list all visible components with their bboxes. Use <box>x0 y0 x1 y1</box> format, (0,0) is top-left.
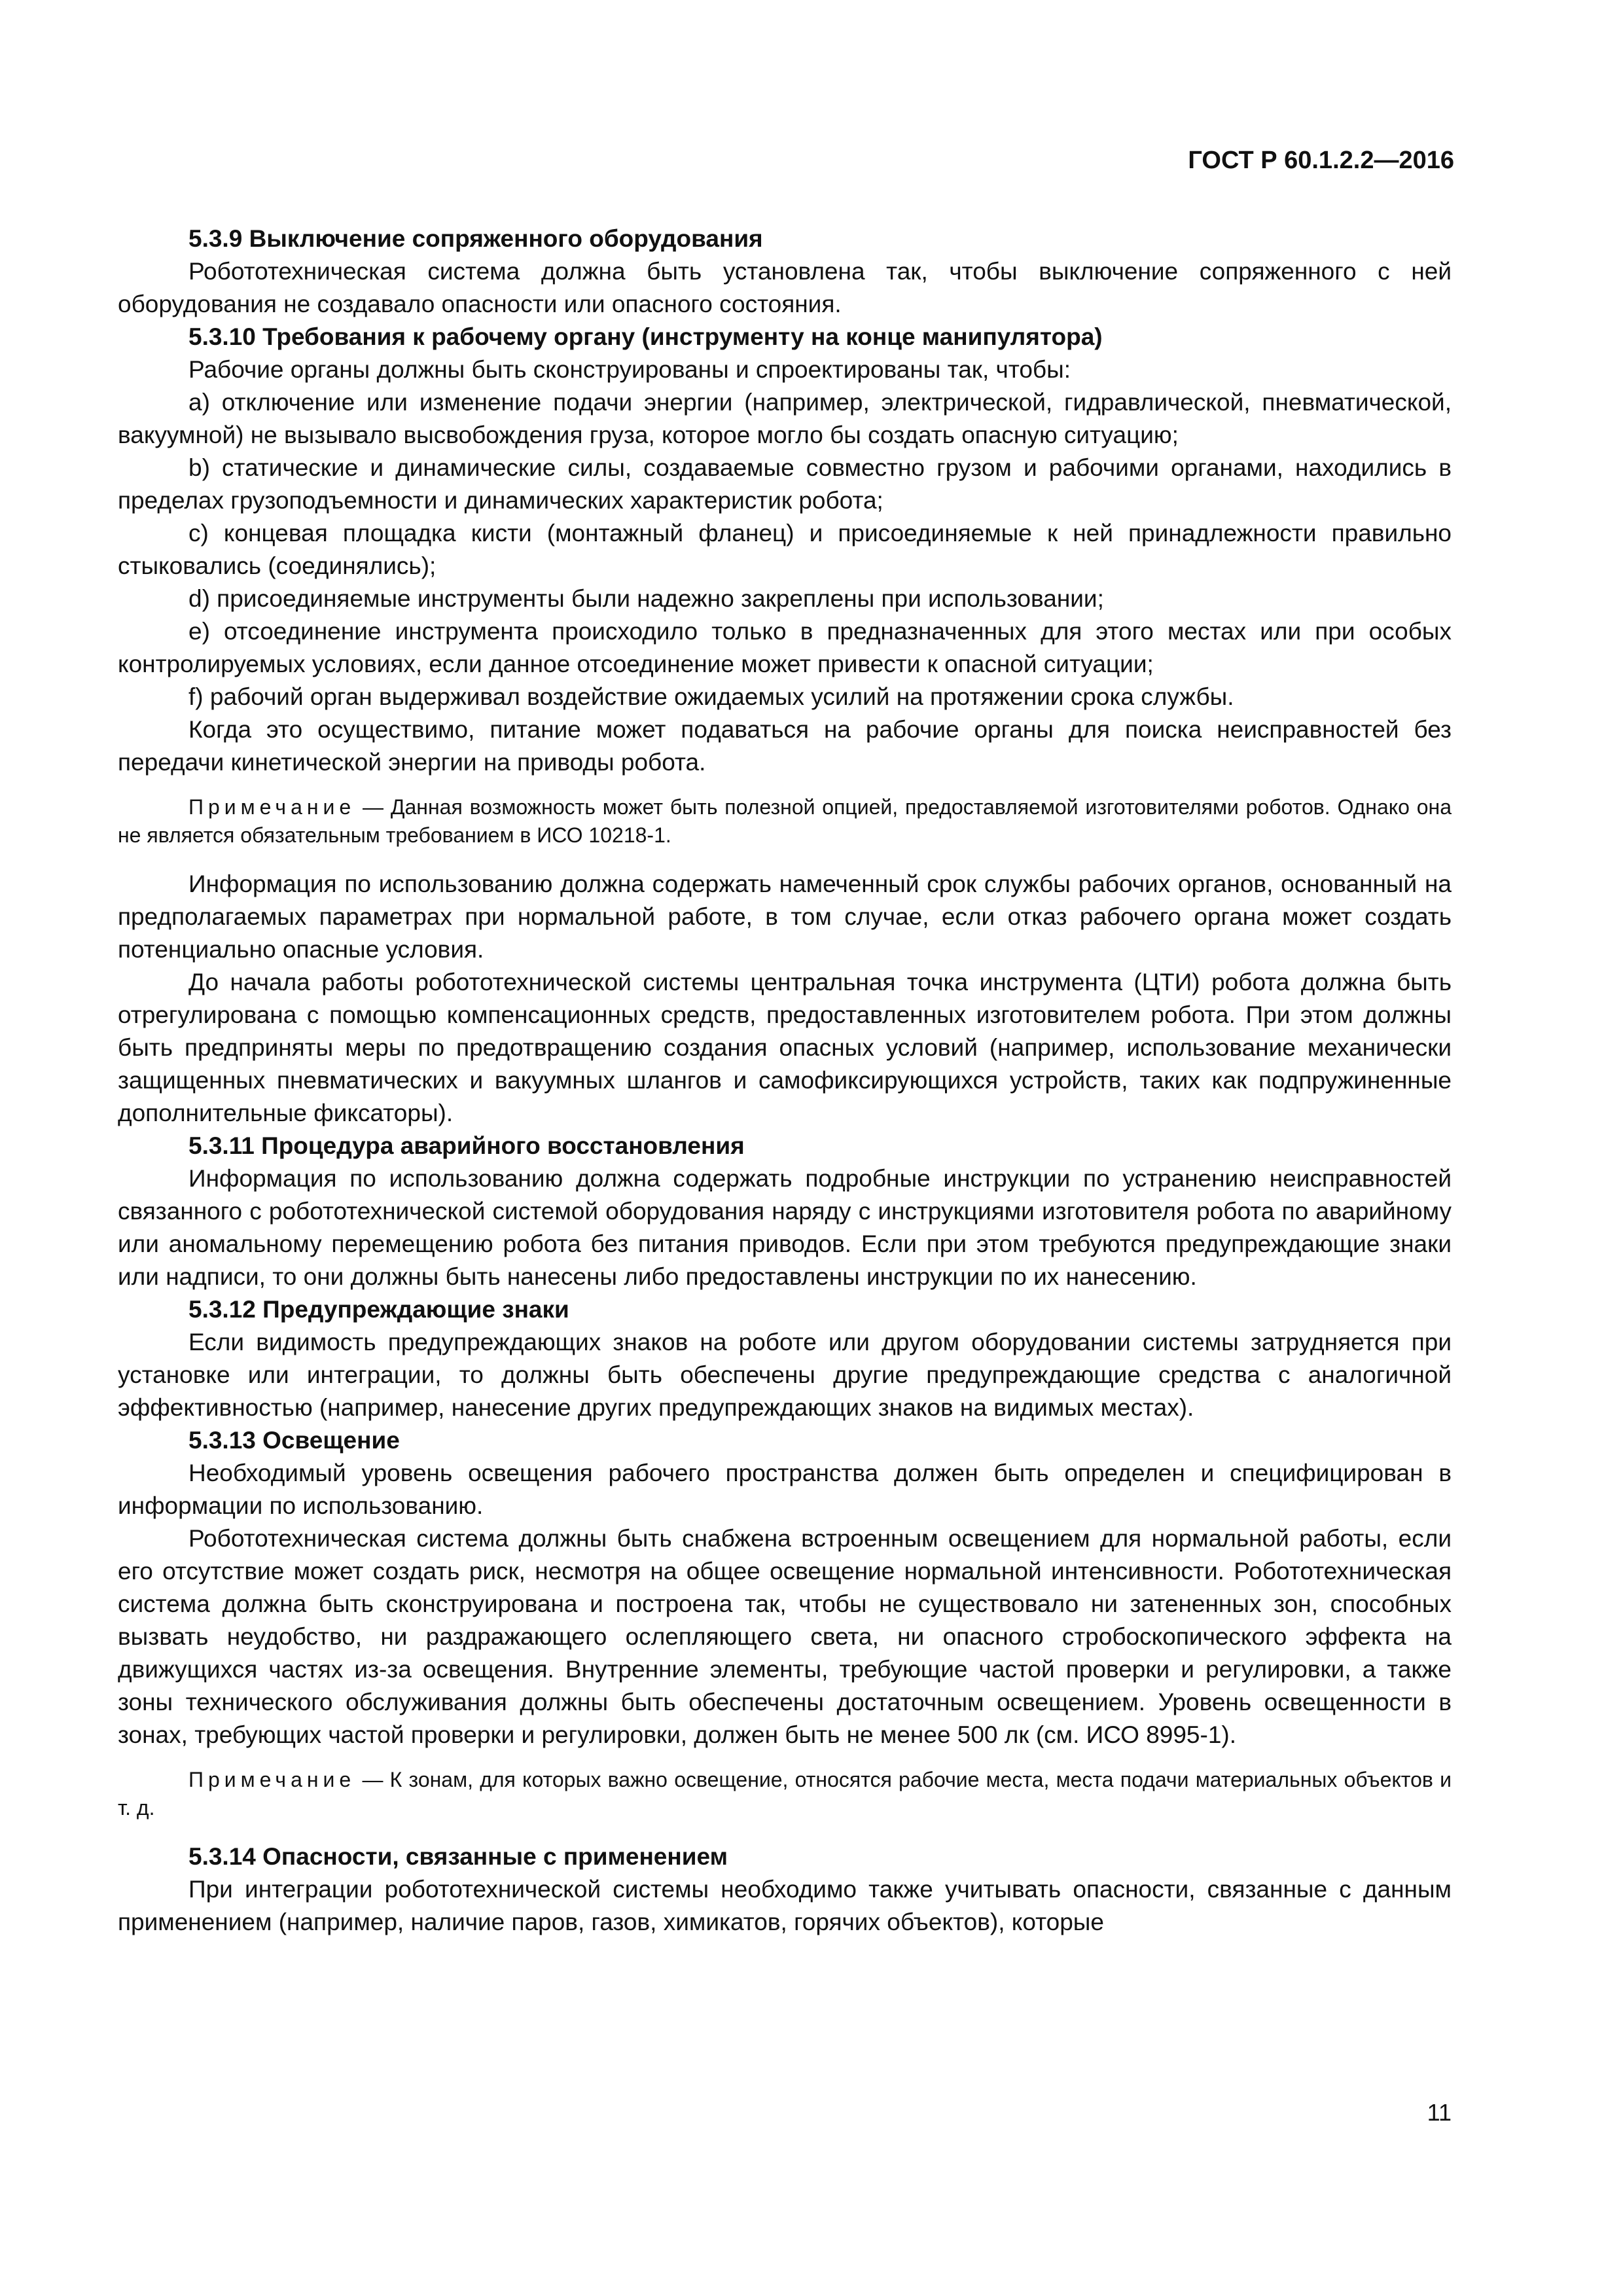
list-item: e) отсоединение инструмента происходило только в предназначенных для этого местах или при особых контролируемых условиях, если данное отсоединение может привести к опасной ситуации; <box>118 618 1452 677</box>
section-heading-5-3-10: 5.3.10 Требования к рабочему органу (инструменту на конце манипулятора) <box>188 323 1103 350</box>
note-text: — Данная возможность может быть полезной опцией, предоставляемой изготовителями роботов. Однако она не является обязательным требованием в ИСО 10218-1. <box>118 795 1452 847</box>
paragraph: Информация по использованию должна содержать подробные инструкции по устранению неисправностей связанного с робототехнической системой оборудования наряду с инструкциями изготовителя робота по аварийному или аномальному перемещению робота без питания приводов. Если при этом требуются предупреждающие знаки или надписи, то они должны быть нанесены либо предоставлены инструкции по их нанесению. <box>118 1165 1452 1290</box>
note <box>118 793 1452 850</box>
note-label: Примечание <box>188 1768 356 1791</box>
paragraph: Рабочие органы должны быть сконструированы и спроектированы так, чтобы: <box>188 356 1071 383</box>
list-item: а) отключение или изменение подачи энергии (например, электрической, гидравлической, пневматической, вакуумной) не вызывало высвобождения груза, которое могло бы создать опасную ситуацию; <box>118 389 1452 448</box>
list-item: c) концевая площадка кисти (монтажный фланец) и присоединяемые к ней принадлежности правильно стыковались (соединялись); <box>118 520 1452 579</box>
note-label: Примечание <box>188 795 356 819</box>
paragraph: Если видимость предупреждающих знаков на роботе или другом оборудовании системы затрудняется при установке или интеграции, то должны быть обеспечены другие предупреждающие средства с аналогичной эффективностью (например, нанесение других предупреждающих знаков на видимых местах). <box>118 1329 1452 1421</box>
section-heading-5-3-9: 5.3.9 Выключение сопряженного оборудования <box>188 225 763 252</box>
paragraph: Робототехническая система должна быть установлена так, чтобы выключение сопряженного с ней оборудования не создавало опасности или опасного состояния. <box>118 258 1452 317</box>
section-heading-5-3-12: 5.3.12 Предупреждающие знаки <box>188 1296 569 1323</box>
paragraph: Когда это осуществимо, питание может подаваться на рабочие органы для поиска неисправностей без передачи кинетической энергии на приводы робота. <box>118 716 1452 776</box>
paragraph: До начала работы робототехнической системы центральная точка инструмента (ЦТИ) робота должна быть отрегулирована с помощью компенсационных средств, предоставленных изготовителем робота. При этом должны быть предприняты меры по предотвращению создания опасных условий (например, использование механически защищенных пневматических и вакуумных шлангов и самофиксирующихся устройств, таких как подпружиненные дополнительные фиксаторы). <box>118 969 1452 1126</box>
note <box>118 1766 1452 1822</box>
section-heading-5-3-14: 5.3.14 Опасности, связанные с применением <box>188 1843 728 1870</box>
page-number: 11 <box>1427 2099 1452 2126</box>
paragraph: Робототехническая система должны быть снабжена встроенным освещением для нормальной работы, если его отсутствие может создать риск, несмотря на общее освещение нормальной интенсивности. Робототехническая система должна быть сконструирована и построена так, чтобы не существовало ни затененных зон, способных вызвать неудобство, ни раздражающего ослепляющего света, ни опасного стробоскопического эффекта на движущихся частях из-за освещения. Внутренние элементы, требующие частой проверки и регулировки, а также зоны технического обслуживания должны быть обеспечены достаточным освещением. Уровень освещенности в зонах, требующих частой проверки и регулировки, должен быть не менее 500 лк (см. ИСО 8995-1). <box>118 1525 1452 1748</box>
page-header: ГОСТ Р 60.1.2.2—2016 <box>1188 147 1454 174</box>
paragraph: Необходимый уровень освещения рабочего пространства должен быть определен и специфицирован в информации по использованию. <box>118 1460 1452 1519</box>
note-text: — К зонам, для которых важно освещение, относятся рабочие места, места подачи материальных объектов и т. д. <box>118 1768 1452 1820</box>
list-item: f) рабочий орган выдерживал воздействие ожидаемых усилий на протяжении срока службы. <box>188 683 1234 710</box>
section-heading-5-3-13: 5.3.13 Освещение <box>188 1427 400 1454</box>
list-item: d) присоединяемые инструменты были надежно закреплены при использовании; <box>188 585 1104 612</box>
paragraph: При интеграции робототехнической системы необходимо также учитывать опасности, связанные с данным применением (например, наличие паров, газов, химикатов, горячих объектов), которые <box>118 1876 1452 1935</box>
document-body <box>118 223 1452 1939</box>
paragraph: Информация по использованию должна содержать намеченный срок службы рабочих органов, основанный на предполагаемых параметрах при нормальной работе, в том случае, если отказ рабочего органа может создать потенциально опасные условия. <box>118 870 1452 963</box>
list-item: b) статические и динамические силы, создаваемые совместно грузом и рабочими органами, находились в пределах грузоподъемности и динамических характеристик робота; <box>118 454 1452 514</box>
section-heading-5-3-11: 5.3.11 Процедура аварийного восстановления <box>188 1132 745 1159</box>
